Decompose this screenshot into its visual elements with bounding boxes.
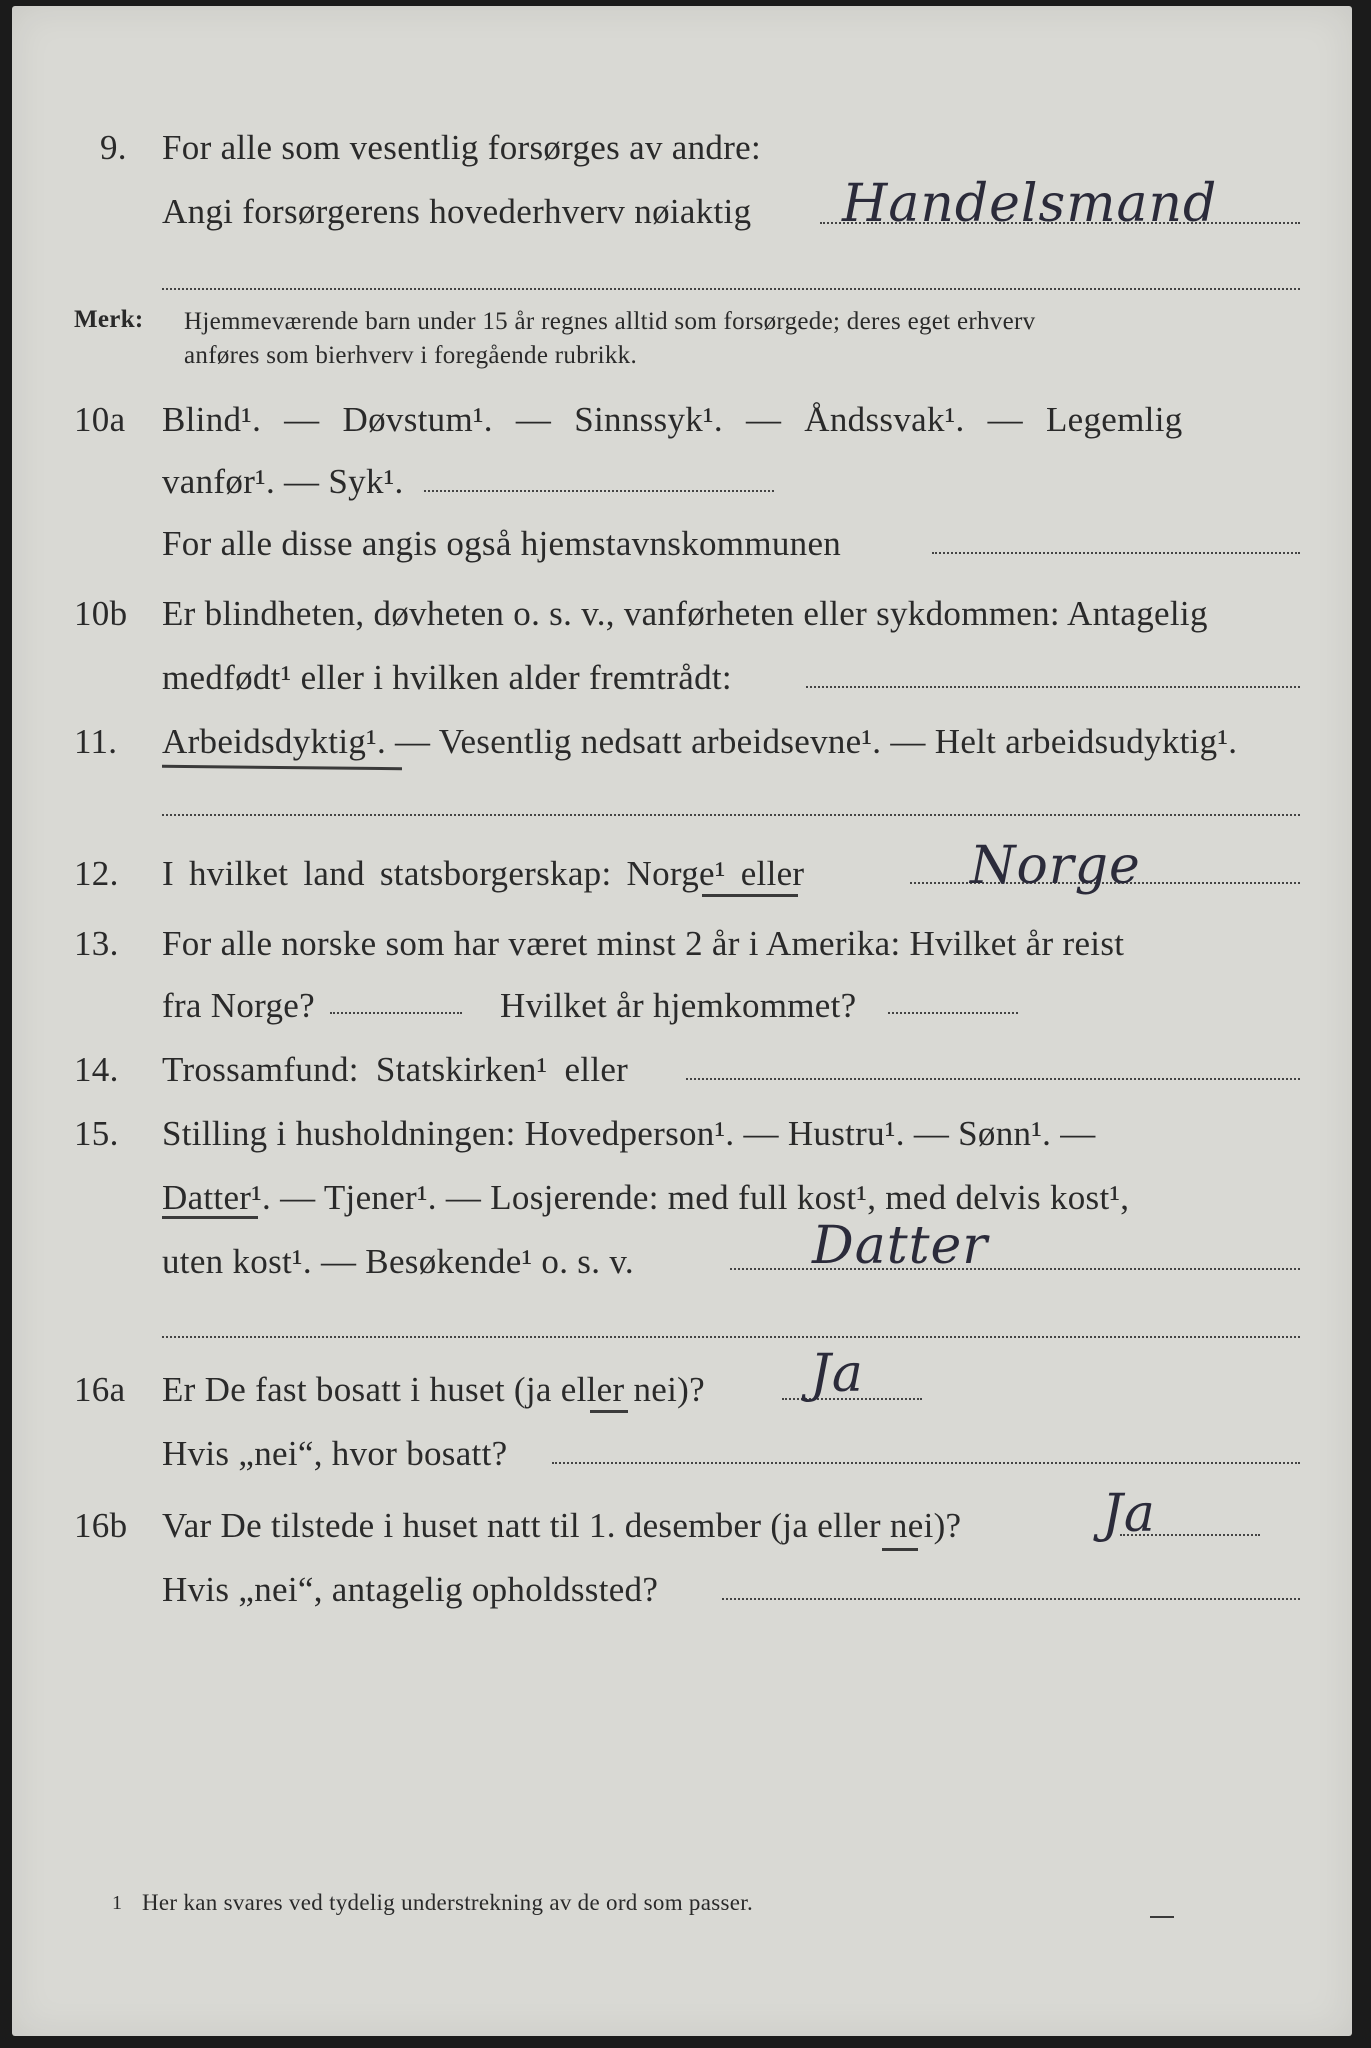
question-13-line-2b: Hvilket år hjemkommet? xyxy=(500,986,857,1025)
underline-datter xyxy=(162,1216,258,1219)
question-10a-line-1: Blind¹. — Døvstum¹. — Sinnssyk¹. — Åndssvak¹. — Legemlig xyxy=(162,400,1183,439)
handwritten-answer-15[interactable]: Datter xyxy=(812,1216,989,1276)
answer-line-15b xyxy=(162,1336,1300,1338)
question-16a-line-2: Hvis „nei“, hvor bosatt? xyxy=(162,1434,508,1473)
question-13-line-1: For alle norske som har været minst 2 år i Amerika: Hvilket år reist xyxy=(162,924,1125,963)
question-16a-line-1: Er De fast bosatt i huset (ja eller nei)? xyxy=(162,1370,705,1409)
answer-line-13-hjemkommet xyxy=(888,1012,1018,1014)
question-10b-line-1: Er blindheten, døvheten o. s. v., vanførheten eller sykdommen: Antagelig xyxy=(162,594,1208,633)
question-number-10b: 10b xyxy=(74,594,128,633)
question-10a-line-2: vanfør¹. — Syk¹. xyxy=(162,462,404,501)
question-10a-line-3: For alle disse angis også hjemstavnskommunen xyxy=(162,524,842,563)
underline-arbeidsdyktig xyxy=(162,765,402,771)
question-number-16a: 16a xyxy=(74,1370,126,1409)
question-number-14: 14. xyxy=(74,1050,119,1089)
footnote-mark: 1 xyxy=(112,1892,123,1914)
answer-line-16b-opholdssted xyxy=(722,1598,1300,1600)
question-14-line-1: Trossamfund: Statskirken¹ eller xyxy=(162,1050,629,1089)
question-12-line-1: I hvilket land statsborgerskap: Norge¹ eller xyxy=(162,854,805,893)
census-form-page xyxy=(12,6,1352,2036)
answer-line-10b xyxy=(806,686,1300,688)
answer-line-10a xyxy=(424,490,774,492)
question-13-line-2a: fra Norge? xyxy=(162,986,315,1025)
question-9-line-2: Angi forsørgerens hovederhverv nøiaktig xyxy=(162,192,752,231)
question-number-15: 15. xyxy=(74,1114,119,1153)
handwritten-answer-16b[interactable]: Ja xyxy=(1102,1484,1156,1544)
underline-norge xyxy=(702,894,798,897)
note-label: Merk: xyxy=(74,306,144,333)
question-number-13: 13. xyxy=(74,924,119,963)
question-16b-line-1: Var De tilstede i huset natt til 1. desember (ja eller nei)? xyxy=(162,1506,962,1545)
underline-ja-16b xyxy=(882,1548,918,1551)
answer-line-16a-bosatt xyxy=(552,1462,1300,1464)
answer-line-14 xyxy=(686,1078,1300,1080)
question-number-12: 12. xyxy=(74,854,119,893)
question-number-9: 9. xyxy=(100,128,127,167)
question-11-line-1: Arbeidsdyktig¹. — Vesentlig nedsatt arbeidsevne¹. — Helt arbeidsudyktig¹. xyxy=(162,722,1238,761)
footnote-dash xyxy=(1150,1916,1174,1918)
question-number-10a: 10a xyxy=(74,400,126,439)
question-number-16b: 16b xyxy=(74,1506,128,1545)
question-10b-line-2: medfødt¹ eller i hvilken alder fremtrådt: xyxy=(162,658,732,697)
question-15-line-3: uten kost¹. — Besøkende¹ o. s. v. xyxy=(162,1242,634,1281)
underline-ja-16a xyxy=(590,1410,628,1413)
footnote-text: Her kan svares ved tydelig understrekning av de ord som passer. xyxy=(142,1890,753,1915)
question-9-line-1: For alle som vesentlig forsørges av andre: xyxy=(162,128,762,167)
question-16b-line-2: Hvis „nei“, antagelig opholdssted? xyxy=(162,1570,659,1609)
note-line-2: anføres som bierhverv i foregående rubrikk. xyxy=(184,342,638,369)
question-15-line-2: Datter¹. — Tjener¹. — Losjerende: med full kost¹, med delvis kost¹, xyxy=(162,1178,1130,1217)
note-line-1: Hjemmeværende barn under 15 år regnes alltid som forsørgede; deres eget erhverv xyxy=(184,308,1036,335)
handwritten-answer-12[interactable]: Norge xyxy=(970,836,1141,896)
question-number-11: 11. xyxy=(74,722,118,761)
handwritten-answer-16a[interactable]: Ja xyxy=(810,1344,864,1404)
question-15-line-1: Stilling i husholdningen: Hovedperson¹. — Hustru¹. — Sønn¹. — xyxy=(162,1114,1096,1153)
handwritten-answer-9[interactable]: Handelsmand xyxy=(842,174,1218,234)
answer-line-10a-hometown xyxy=(932,552,1300,554)
answer-line-9b xyxy=(162,288,1300,290)
answer-line-11 xyxy=(162,814,1300,816)
answer-line-13-reist xyxy=(330,1012,462,1014)
